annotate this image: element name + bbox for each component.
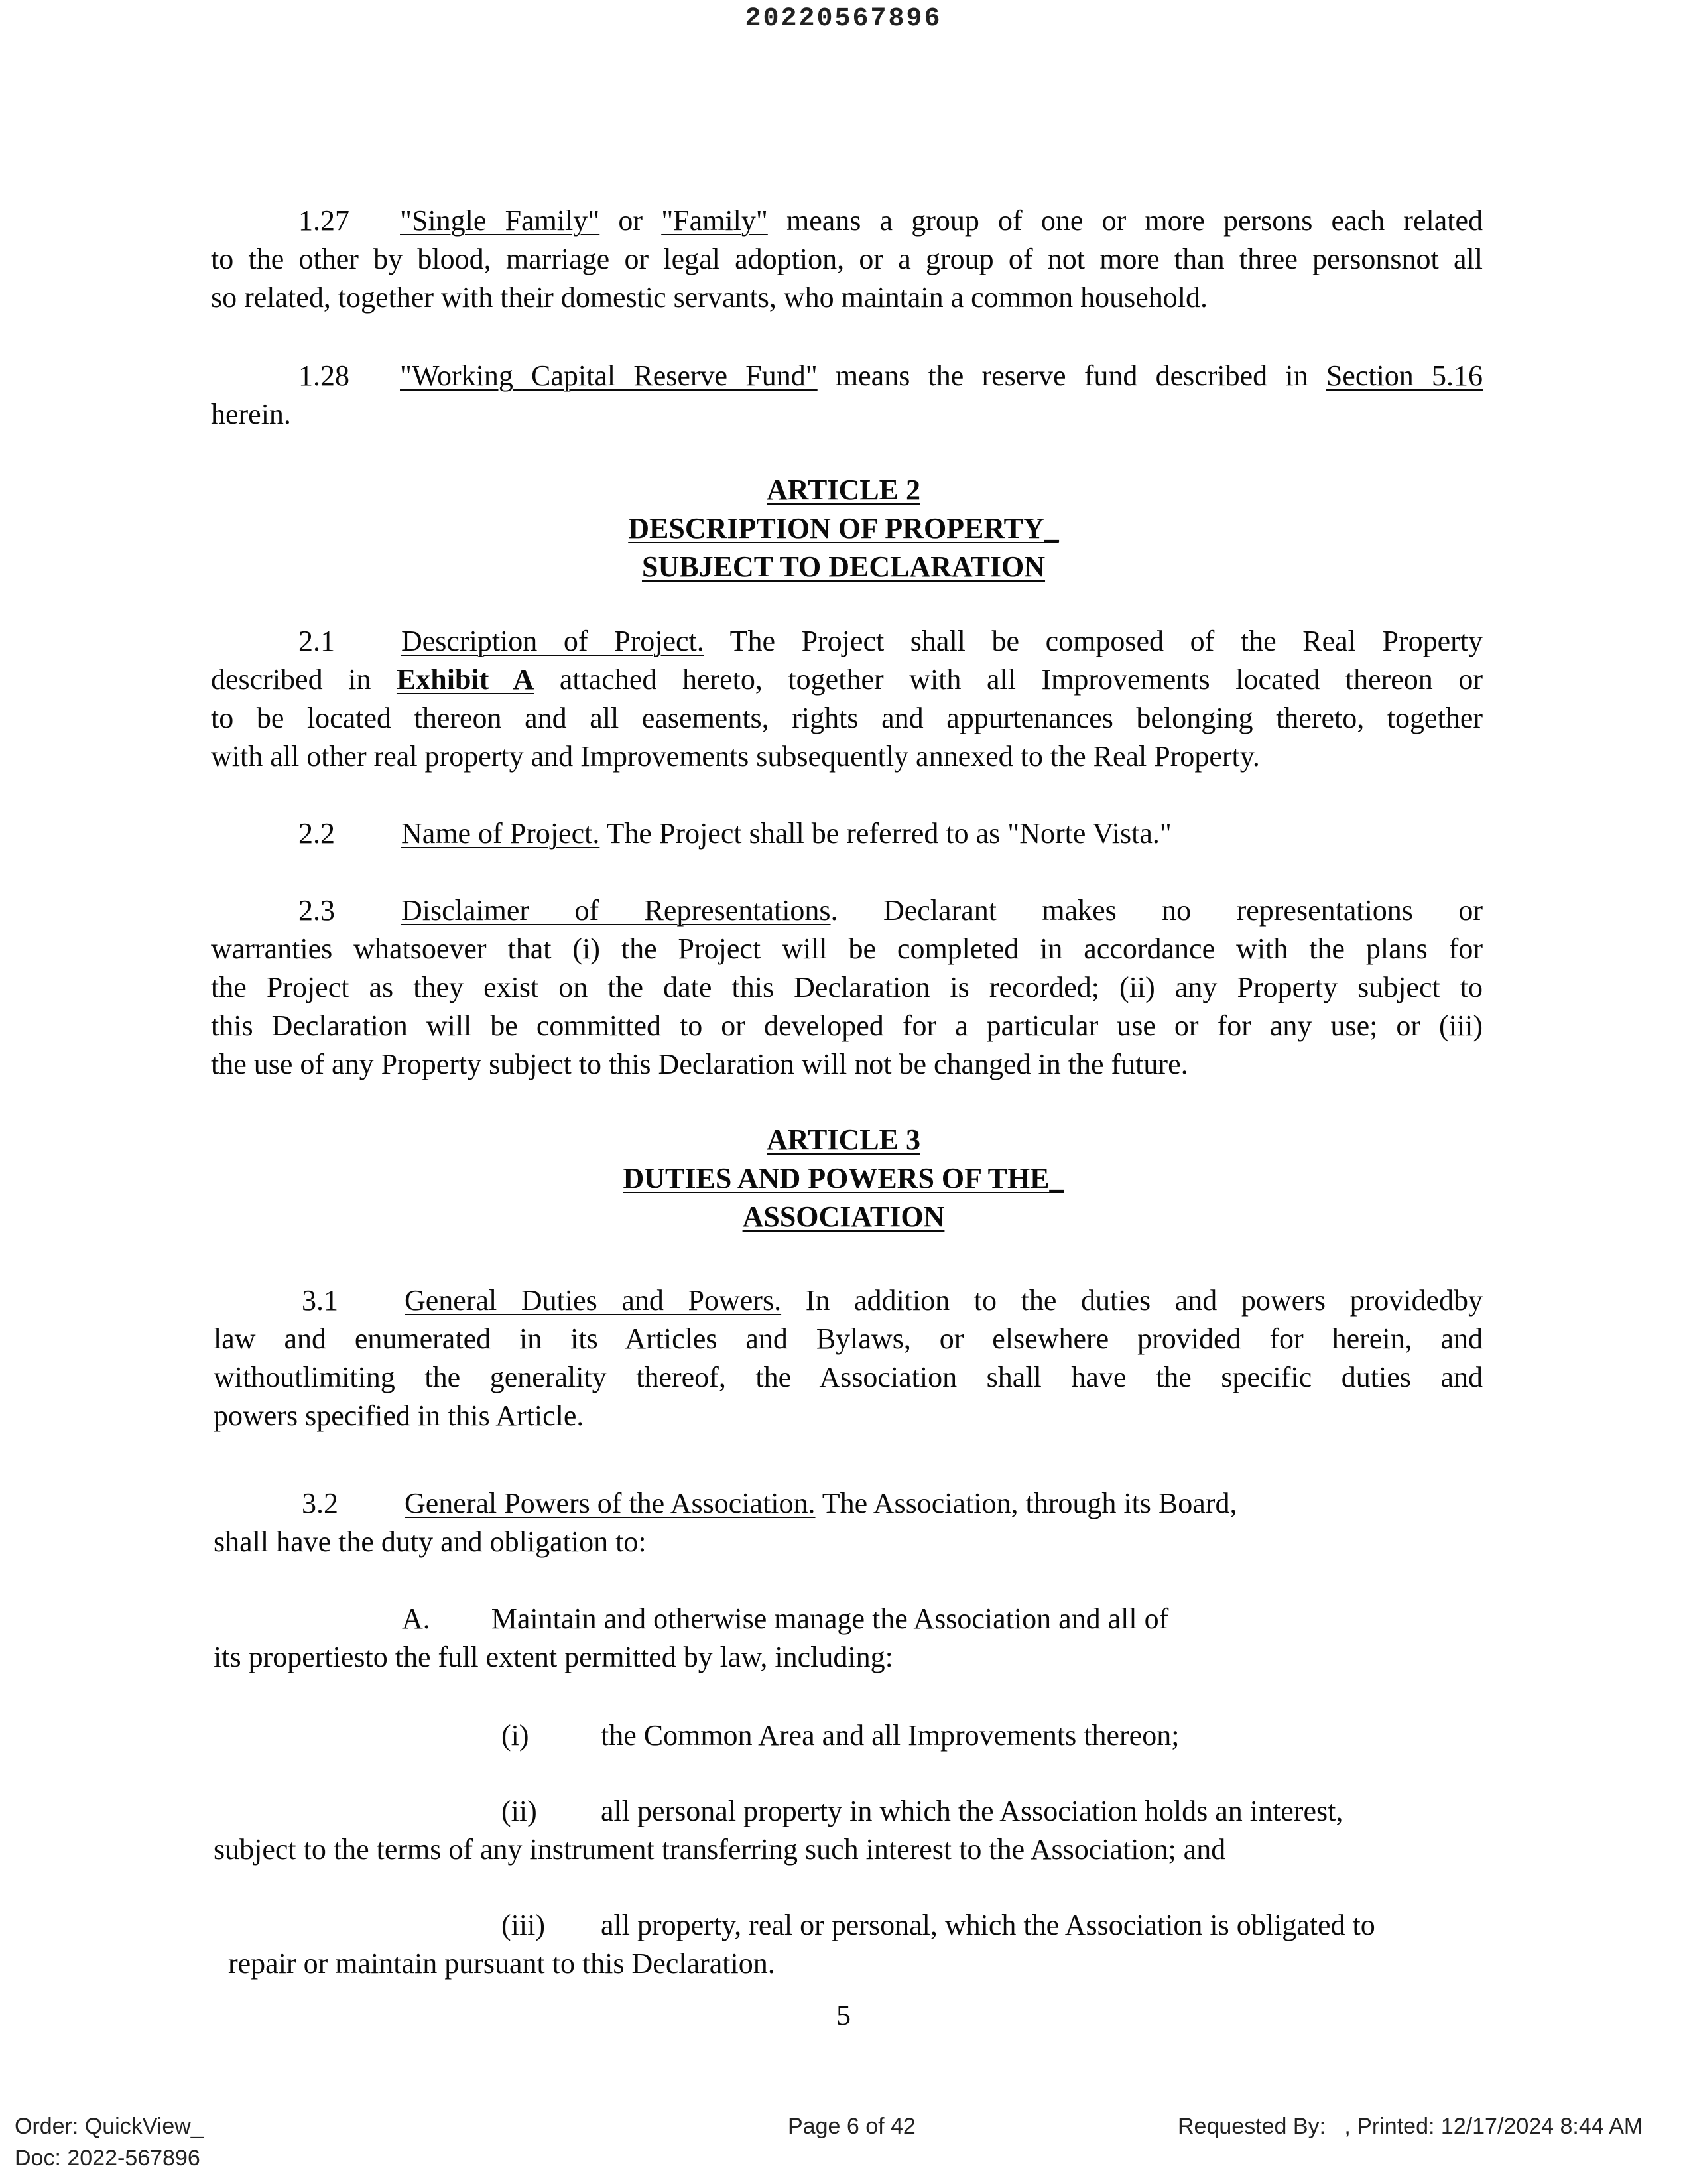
footer-requested: Requested By: , Printed: 12/17/2024 8:44 AM <box>1178 2114 1643 2139</box>
section-reference: Section 5.16 <box>1326 359 1483 392</box>
section-line: herein. <box>211 398 291 430</box>
section-line: shall have the duty and obligation to: <box>214 1525 647 1558</box>
section-title: Description of Project. <box>401 625 704 657</box>
article-title: DESCRIPTION OF PROPERTY_ <box>628 512 1059 545</box>
section-line <box>298 891 1483 930</box>
section-title: General Duties and Powers. <box>405 1284 782 1317</box>
section-number: 2.3 <box>298 894 335 927</box>
section-text: attached hereto, together with all Improvements located thereon or <box>534 663 1483 696</box>
section-line <box>302 1281 1483 1320</box>
section-line: the use of any Property subject to this Declaration will not be changed in the future. <box>211 1048 1188 1080</box>
section-line <box>302 1484 1237 1523</box>
section-title: Name of Project. <box>401 817 600 850</box>
footer-doc: Doc: 2022-567896 <box>15 2146 200 2171</box>
subsection-line: its propertiesto the full extent permitted by law, including: <box>214 1641 893 1673</box>
footer-order: Order: QuickView_ <box>15 2114 204 2139</box>
recording-number: 20220567896 <box>745 4 942 34</box>
item-label: (i) <box>501 1719 529 1752</box>
article-title: ASSOCIATION <box>742 1200 945 1233</box>
section-text: The Association, through its Board, <box>815 1487 1237 1519</box>
subsection-text: Maintain and otherwise manage the Association and all of <box>491 1602 1169 1635</box>
section-line: withoutlimiting the generality thereof, the Association shall have the specific duties and <box>214 1361 1483 1393</box>
section-line: with all other real property and Improvements subsequently annexed to the Real Property. <box>211 740 1260 773</box>
section-text: means the reserve fund described in <box>817 359 1326 392</box>
page-number: 5 <box>836 1999 851 2031</box>
item-text: subject to the terms of any instrument transferring such interest to the Association; and <box>214 1833 1226 1866</box>
section-line <box>211 661 1483 699</box>
section-line <box>298 814 1172 853</box>
section-line: this Declaration will be committed to or developed for a particular use or for any use; or (iii) <box>211 1009 1483 1042</box>
article-number: ARTICLE 3 <box>767 1124 920 1156</box>
section-line: so related, together with their domestic servants, who maintain a common household. <box>211 281 1208 314</box>
section-text: means a group of one or more persons each related <box>767 204 1483 237</box>
article-title: DUTIES AND POWERS OF THE_ <box>623 1162 1064 1194</box>
item-text: repair or maintain pursuant to this Declaration. <box>228 1947 775 1980</box>
section-text: The Project shall be composed of the Real Property <box>704 625 1483 657</box>
section-number: 3.1 <box>302 1284 338 1317</box>
section-line: law and enumerated in its Articles and Bylaws, or elsewhere provided for herein, and <box>214 1322 1483 1355</box>
section-line: powers specified in this Article. <box>214 1399 584 1432</box>
item-text: the Common Area and all Improvements thereon; <box>601 1719 1180 1752</box>
article-title: SUBJECT TO DECLARATION <box>641 550 1046 583</box>
subsection-label: A. <box>402 1602 430 1635</box>
section-text: In addition to the duties and powers providedby <box>781 1284 1483 1317</box>
section-line: warranties whatsoever that (i) the Project will be completed in accordance with the plans for <box>211 932 1483 965</box>
section-line: to the other by blood, marriage or legal adoption, or a group of not more than three personsnot all <box>211 243 1483 275</box>
article-3-heading <box>0 1121 1687 1236</box>
section-text: . Declarant makes no representations or <box>830 894 1483 927</box>
defined-term: "Single Family" <box>400 204 600 237</box>
section-title: General Powers of the Association. <box>405 1487 816 1519</box>
section-number: 1.28 <box>298 359 349 392</box>
item-label: (ii) <box>501 1795 537 1827</box>
subsection-line <box>402 1600 1168 1638</box>
item-text: all property, real or personal, which the Association is obligated to <box>601 1909 1375 1941</box>
section-text: or <box>599 204 662 237</box>
section-line <box>298 202 1483 240</box>
section-number: 2.1 <box>298 625 335 657</box>
section-line <box>298 357 1483 395</box>
section-title: Disclaimer of Representations <box>401 894 831 927</box>
section-line <box>298 622 1483 661</box>
section-number: 1.27 <box>298 204 349 237</box>
defined-term: "Working Capital Reserve Fund" <box>400 359 818 392</box>
section-text: The Project shall be referred to as "Norte Vista." <box>599 817 1172 850</box>
defined-term: "Family" <box>661 204 768 237</box>
exhibit-reference: Exhibit A <box>396 663 534 696</box>
section-number: 2.2 <box>298 817 335 850</box>
article-number: ARTICLE 2 <box>767 474 920 506</box>
footer-page: Page 6 of 42 <box>788 2114 916 2139</box>
item-text: all personal property in which the Association holds an interest, <box>601 1795 1343 1827</box>
article-2-heading <box>0 471 1687 586</box>
section-number: 3.2 <box>302 1487 338 1519</box>
section-line: to be located thereon and all easements, rights and appurtenances belonging thereto, together <box>211 702 1483 734</box>
section-line: the Project as they exist on the date this Declaration is recorded; (ii) any Property subject to <box>211 971 1483 1003</box>
section-text: described in <box>211 663 397 696</box>
item-label: (iii) <box>501 1909 545 1941</box>
